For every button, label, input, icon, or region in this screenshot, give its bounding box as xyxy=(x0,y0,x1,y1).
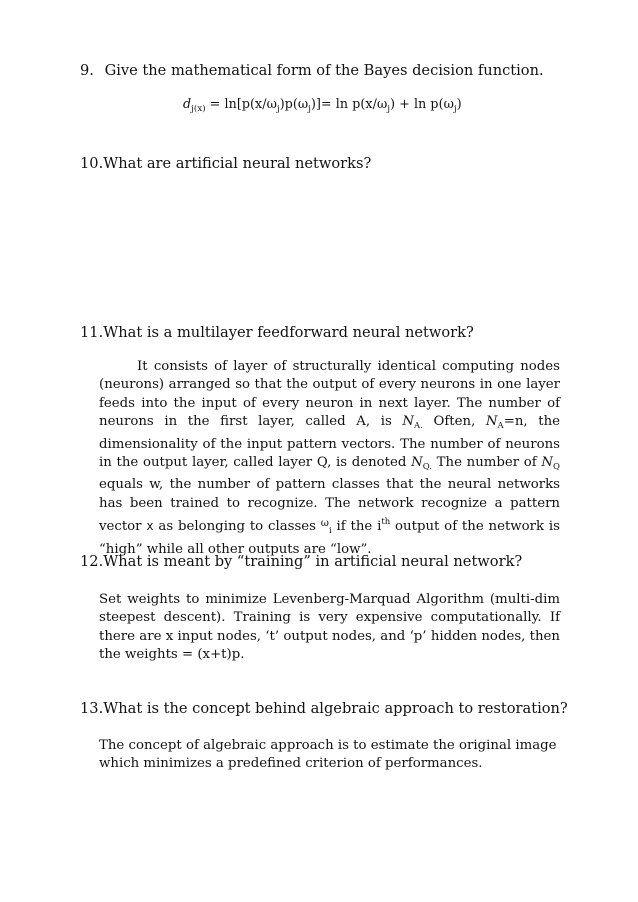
answer-13 xyxy=(99,737,560,774)
question-9 xyxy=(80,62,544,80)
answer-paragraph: Set weights to minimize Levenberg-Marquad Algorithm (multi-dim steepest descent). Training is very expensive computationally. If there are x input nodes, ‘t’ output nodes, and ‘p’ hidden nodes, then the weights = (x+t)p. xyxy=(99,592,560,663)
question-11 xyxy=(80,324,474,342)
question-13 xyxy=(80,700,568,718)
question-12 xyxy=(80,553,522,571)
question-text: What is a multilayer feedforward neural network? xyxy=(103,324,474,341)
question-text: What is meant by “training” in artificial neural network? xyxy=(103,553,523,570)
question-text: What are artificial neural networks? xyxy=(103,155,372,172)
answer-11 xyxy=(99,358,560,559)
answer-paragraph: It consists of layer of structurally identical computing nodes (neurons) arranged so that the output of every neurons in one layer feeds into the input of every neuron in next layer. The number of neurons in the first layer, called A, is $N_{A.}$ Often, $N_A=n$, the dimensionality of the input pattern vectors. The number of neurons in the output layer, called layer Q, is denoted $N_{Q.}$ The number of $N_Q$ equals w, the number of pattern classes that the neural networks has been trained to recognize. The network recognize a pattern vector x as belonging to classes $^\omega_i$ if the $i^{th}$ output of the network is “high” while all other outputs are “low”. xyxy=(99,359,561,557)
question-number: 11. xyxy=(80,324,104,341)
answer-paragraph: The concept of algebraic approach is to estimate the original image which minimizes a predefined criterion of performances. xyxy=(99,738,557,772)
question-text: Give the mathematical form of the Bayes decision function. xyxy=(104,62,544,79)
question-10 xyxy=(80,155,371,173)
question-number: 9. xyxy=(80,62,94,79)
answer-12 xyxy=(99,591,560,665)
question-text: What is the concept behind algebraic approach to restoration? xyxy=(103,700,568,717)
question-number: 13. xyxy=(80,700,104,717)
bayes-formula: $d_{j(x)} = \ln[p(x/\omega_j)p(\omega_j)]= \ln p(x/\omega_j) + \ln p(\omega_j)$ xyxy=(183,96,462,114)
question-number: 12. xyxy=(80,553,104,570)
question-number: 10. xyxy=(80,155,104,172)
